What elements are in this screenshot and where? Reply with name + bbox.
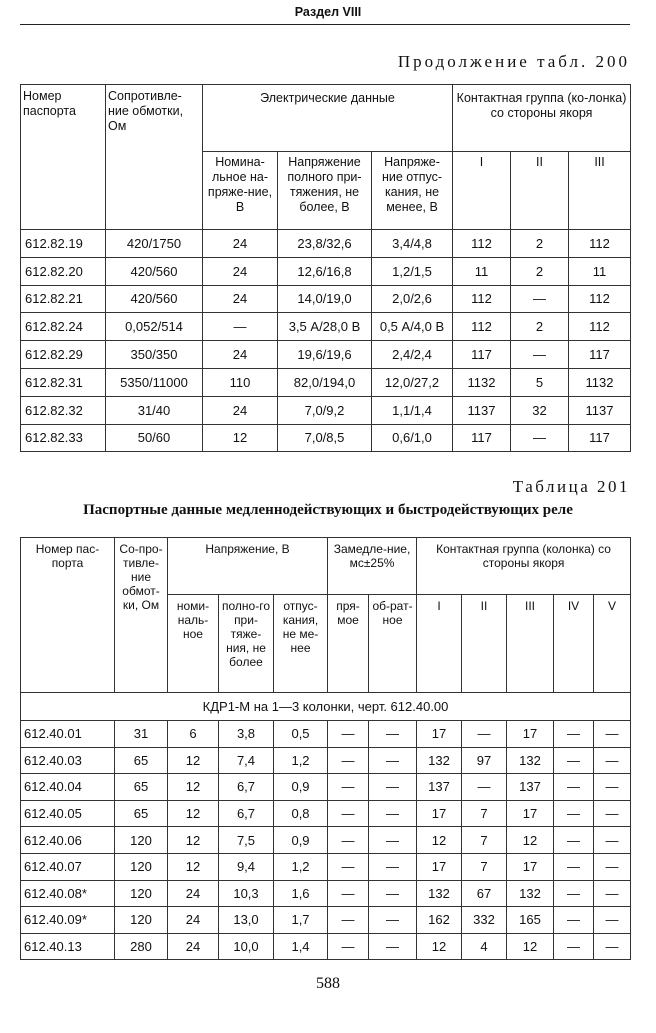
table-cell: 23,8/32,6 [278, 230, 372, 258]
table-cell: 112 [453, 313, 511, 341]
table-cell: 1132 [569, 368, 631, 396]
header-contact-group: Контактная группа (колонка) со стороны якоря [417, 538, 631, 595]
table-cell: 612.40.05 [21, 800, 115, 827]
table-cell: 12 [417, 933, 462, 960]
table-cell: 165 [507, 907, 554, 934]
table-cell: 12 [168, 827, 219, 854]
table-row [21, 285, 631, 313]
table-cell: — [554, 827, 594, 854]
table-cell: 67 [462, 880, 507, 907]
table-cell: 65 [115, 774, 168, 801]
header-column-i: I [417, 595, 462, 693]
table-cell: 17 [507, 721, 554, 748]
table-cell: 5 [511, 368, 569, 396]
table-cell: 0,052/514 [106, 313, 203, 341]
table-cell: 12 [168, 800, 219, 827]
table-row [21, 721, 631, 748]
table-cell: 1,2 [274, 747, 328, 774]
table-cell: 612.82.29 [21, 341, 106, 369]
table-row [21, 424, 631, 452]
table-cell: 13,0 [219, 907, 274, 934]
table-cell: 120 [115, 907, 168, 934]
table-cell: 12,0/27,2 [372, 368, 453, 396]
table-cell: — [594, 853, 631, 880]
table-cell: 82,0/194,0 [278, 368, 372, 396]
header-resistance: Сопротивле-ние обмотки, Ом [106, 85, 203, 230]
table-cell: 1137 [453, 396, 511, 424]
table-cell: 612.82.21 [21, 285, 106, 313]
header-delay: Замедле-ние, мс±25% [328, 538, 417, 595]
table-row [21, 341, 631, 369]
table-cell: 6 [168, 721, 219, 748]
table-cell: — [462, 721, 507, 748]
table-201-caption: Таблица 201 [512, 477, 630, 496]
table-cell: — [554, 853, 594, 880]
table-cell: 24 [168, 880, 219, 907]
table-cell: 612.82.31 [21, 368, 106, 396]
table-cell: — [554, 933, 594, 960]
table-cell: — [369, 800, 417, 827]
table-cell: 280 [115, 933, 168, 960]
table-200-caption: Продолжение табл. 200 [397, 52, 630, 71]
table-cell: 137 [417, 774, 462, 801]
table-cell: 2,0/2,6 [372, 285, 453, 313]
table-cell: 2,4/2,4 [372, 341, 453, 369]
table-cell: 7,0/9,2 [278, 396, 372, 424]
table-cell: — [554, 774, 594, 801]
table-cell: 1,6 [274, 880, 328, 907]
table-cell: 12 [417, 827, 462, 854]
table-row [21, 933, 631, 960]
table-cell: 12 [507, 933, 554, 960]
table-cell: 112 [569, 230, 631, 258]
header-divider [20, 24, 630, 25]
table-cell: 0,5 А/4,0 В [372, 313, 453, 341]
table-cell: 24 [168, 933, 219, 960]
table-cell: 612.40.08* [21, 880, 115, 907]
header-passport: Номер пас-порта [21, 538, 115, 693]
table-cell: 132 [417, 880, 462, 907]
table-cell: 12 [203, 424, 278, 452]
table-row [21, 396, 631, 424]
table-cell: 6,7 [219, 800, 274, 827]
header-column-v: V [594, 595, 631, 693]
table-cell: 120 [115, 880, 168, 907]
table-cell: 32 [511, 396, 569, 424]
table-cell: — [328, 774, 369, 801]
table-cell: — [328, 800, 369, 827]
header-delay-direct: пря-мое [328, 595, 369, 693]
header-delay-reverse: об-рат-ное [369, 595, 417, 693]
table-cell: 65 [115, 747, 168, 774]
header-resistance: Со-про-тивле-ние обмот-ки, Ом [115, 538, 168, 693]
table-cell: 2 [511, 257, 569, 285]
table-cell: — [369, 880, 417, 907]
table-cell: — [462, 774, 507, 801]
header-column-iii: III [569, 152, 631, 230]
table-cell: 120 [115, 853, 168, 880]
header-column-iv: IV [554, 595, 594, 693]
table-cell: — [594, 721, 631, 748]
table-cell: — [369, 747, 417, 774]
table-cell: 12 [168, 747, 219, 774]
table-row [21, 230, 631, 258]
table-cell: — [369, 721, 417, 748]
table-cell: 0,8 [274, 800, 328, 827]
table-cell: 112 [453, 230, 511, 258]
table-cell: 1,7 [274, 907, 328, 934]
table-cell: 612.82.24 [21, 313, 106, 341]
header-pickup-voltage: Напряжение полного при-тяжения, не более, В [278, 152, 372, 230]
table-cell: 10,0 [219, 933, 274, 960]
table-cell: — [594, 933, 631, 960]
table-cell: 7,4 [219, 747, 274, 774]
table-cell: — [328, 880, 369, 907]
table-cell: — [328, 747, 369, 774]
table-cell: 1,2 [274, 853, 328, 880]
table-cell: 24 [203, 230, 278, 258]
table-cell: 31/40 [106, 396, 203, 424]
table-cell: 612.40.01 [21, 721, 115, 748]
table-cell: 12 [168, 853, 219, 880]
table-cell: 117 [569, 341, 631, 369]
table-cell: 612.82.19 [21, 230, 106, 258]
table-cell: — [369, 774, 417, 801]
table-row [21, 257, 631, 285]
table-cell: 65 [115, 800, 168, 827]
table-cell: — [511, 424, 569, 452]
table-cell: 7 [462, 853, 507, 880]
table-cell: — [511, 341, 569, 369]
table-cell: 12,6/16,8 [278, 257, 372, 285]
table-cell: 420/560 [106, 285, 203, 313]
table-cell: 612.82.33 [21, 424, 106, 452]
table-cell: 1132 [453, 368, 511, 396]
table-cell: 7 [462, 800, 507, 827]
table-cell: — [594, 774, 631, 801]
table-cell: — [594, 827, 631, 854]
table-cell: 17 [417, 800, 462, 827]
table-cell: 117 [569, 424, 631, 452]
header-column-i: I [453, 152, 511, 230]
table-cell: 350/350 [106, 341, 203, 369]
table-cell: — [369, 907, 417, 934]
table-cell: 5350/11000 [106, 368, 203, 396]
table-cell: — [554, 880, 594, 907]
table-cell: 3,4/4,8 [372, 230, 453, 258]
table-cell: 132 [507, 747, 554, 774]
table-cell: 31 [115, 721, 168, 748]
header-contact-group: Контактная группа (ко-лонка) со стороны якоря [453, 85, 631, 152]
table-cell: 11 [453, 257, 511, 285]
table-cell: 6,7 [219, 774, 274, 801]
table-cell: — [511, 285, 569, 313]
table-cell: 12 [507, 827, 554, 854]
table-cell: 117 [453, 341, 511, 369]
header-voltage: Напряжение, В [168, 538, 328, 595]
table-cell: 2 [511, 313, 569, 341]
table-cell: 11 [569, 257, 631, 285]
table-row [21, 880, 631, 907]
table-cell: 0,6/1,0 [372, 424, 453, 452]
table-cell: 3,5 А/28,0 В [278, 313, 372, 341]
table-cell: 120 [115, 827, 168, 854]
table-cell: 7,0/8,5 [278, 424, 372, 452]
table-cell: 9,4 [219, 853, 274, 880]
table-200 [20, 84, 631, 452]
table-cell: — [594, 907, 631, 934]
table-cell: 4 [462, 933, 507, 960]
table-cell: — [554, 747, 594, 774]
table-row [21, 853, 631, 880]
table-cell: 3,8 [219, 721, 274, 748]
group-label: КДР1-М на 1—3 колонки, черт. 612.40.00 [21, 693, 631, 721]
group-row [21, 693, 631, 721]
table-cell: — [328, 827, 369, 854]
table-cell: 50/60 [106, 424, 203, 452]
table-row [21, 368, 631, 396]
table-cell: 7 [462, 827, 507, 854]
table-row [21, 313, 631, 341]
table-cell: 612.40.03 [21, 747, 115, 774]
table-cell: 112 [453, 285, 511, 313]
table-cell: 612.40.09* [21, 907, 115, 934]
header-nominal-voltage: номи-наль-ное [168, 595, 219, 693]
table-cell: — [594, 800, 631, 827]
header-electrical: Электрические данные [203, 85, 453, 152]
table-cell: — [203, 313, 278, 341]
table-cell: 24 [203, 341, 278, 369]
table-cell: 132 [507, 880, 554, 907]
table-cell: 1,2/1,5 [372, 257, 453, 285]
table-cell: 420/560 [106, 257, 203, 285]
table-cell: 17 [417, 721, 462, 748]
table-cell: — [328, 721, 369, 748]
table-cell: 612.40.04 [21, 774, 115, 801]
table-row [21, 747, 631, 774]
table-cell: 612.40.06 [21, 827, 115, 854]
header-column-ii: II [462, 595, 507, 693]
table-cell: — [554, 907, 594, 934]
header-column-ii: II [511, 152, 569, 230]
header-nominal-voltage: Номина-льное на-пряже-ние, В [203, 152, 278, 230]
header-release-voltage: отпус-кания, не ме-нее [274, 595, 328, 693]
section-header: Раздел VIII [294, 5, 362, 19]
table-cell: 97 [462, 747, 507, 774]
table-cell: 612.40.07 [21, 853, 115, 880]
table-cell: 24 [203, 396, 278, 424]
table-cell: 0,9 [274, 827, 328, 854]
table-cell: 112 [569, 285, 631, 313]
table-cell: 24 [203, 257, 278, 285]
table-201 [20, 537, 631, 960]
table-cell: 19,6/19,6 [278, 341, 372, 369]
header-column-iii: III [507, 595, 554, 693]
table-cell: 17 [507, 853, 554, 880]
table-cell: 162 [417, 907, 462, 934]
table-cell: 12 [168, 774, 219, 801]
table-201-title: Паспортные данные медленнодействующих и быстродействующих реле [83, 502, 573, 518]
table-cell: 2 [511, 230, 569, 258]
table-cell: 14,0/19,0 [278, 285, 372, 313]
table-cell: 7,5 [219, 827, 274, 854]
table-cell: 10,3 [219, 880, 274, 907]
header-pickup-voltage: полно-го при-тяже-ния, не более [219, 595, 274, 693]
table-cell: 110 [203, 368, 278, 396]
table-cell: — [554, 800, 594, 827]
table-cell: — [594, 880, 631, 907]
table-cell: — [328, 933, 369, 960]
table-cell: 17 [507, 800, 554, 827]
table-row [21, 774, 631, 801]
header-passport: Номер паспорта [21, 85, 106, 230]
table-cell: 17 [417, 853, 462, 880]
page-number: 588 [316, 975, 340, 992]
table-row [21, 827, 631, 854]
table-cell: 612.82.32 [21, 396, 106, 424]
table-cell: 137 [507, 774, 554, 801]
table-cell: 112 [569, 313, 631, 341]
table-cell: 420/1750 [106, 230, 203, 258]
table-cell: 24 [168, 907, 219, 934]
table-cell: 117 [453, 424, 511, 452]
table-cell: 612.82.20 [21, 257, 106, 285]
table-cell: — [328, 907, 369, 934]
table-cell: 0,5 [274, 721, 328, 748]
table-row [21, 800, 631, 827]
table-cell: — [369, 933, 417, 960]
table-cell: 1,1/1,4 [372, 396, 453, 424]
table-cell: 332 [462, 907, 507, 934]
table-row [21, 907, 631, 934]
table-cell: 132 [417, 747, 462, 774]
table-cell: — [369, 853, 417, 880]
table-cell: 1,4 [274, 933, 328, 960]
table-cell: 24 [203, 285, 278, 313]
table-cell: 612.40.13 [21, 933, 115, 960]
table-cell: — [328, 853, 369, 880]
table-cell: 1137 [569, 396, 631, 424]
header-release-voltage: Напряже-ние отпус-кания, не менее, В [372, 152, 453, 230]
table-cell: — [594, 747, 631, 774]
table-cell: — [369, 827, 417, 854]
table-cell: 0,9 [274, 774, 328, 801]
table-cell: — [554, 721, 594, 748]
